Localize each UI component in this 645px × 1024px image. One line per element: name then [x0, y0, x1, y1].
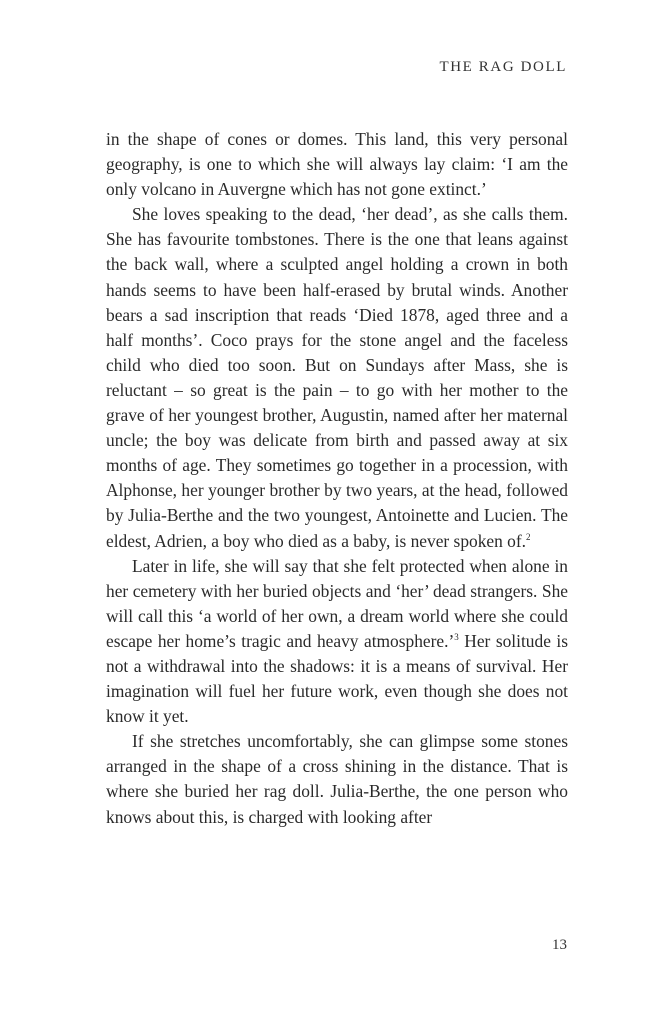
paragraph-1	[106, 127, 568, 202]
paragraph-4-text: If she stretches uncomfortably, she can glimpse some stones arranged in the shape of a cross shining in the distance. That is where she buried her rag doll. Julia-Berthe, the one person who knows about this, is charged with looking after	[106, 731, 568, 827]
body-text	[106, 127, 568, 830]
paragraph-3-text: Later in life, she will say that she felt protected when alone in her cemetery with her buried objects and ‘her’ dead strangers. She will call this ‘a world of her own, a dream world where she could escape her home’s tragic and heavy atmosphere.’	[106, 555, 568, 651]
paragraph-2	[106, 202, 568, 553]
footnote-marker: 3	[454, 632, 459, 643]
paragraph-2-text: She loves speaking to the dead, ‘her dead’, as she calls them. She has favourite tombstones. There is the one that leans against the back wall, where a sculpted angel holding a crown in both hands seems to have been half-erased by brutal winds. Another bears a sad inscription that reads ‘Died 1878, aged three and a half months’. Coco prays for the stone angel and the faceless child who died too soon. But on Sundays after Mass, she is reluctant – so great is the pain – to go with her mother to the grave of her youngest brother, Augustin, named after her maternal uncle; the boy was delicate from birth and passed away at six months of age. They sometimes go together in a procession, with Alphonse, her younger brother by two years, at the head, followed by Julia-Berthe and the two youngest, Antoinette and Lucien. The eldest, Adrien, a boy who died as a baby, is never spoken of.	[106, 204, 568, 551]
paragraph-3-text-continued: Her solitude is not a withdrawal into the shadows: it is a means of survival. Her imagination will fuel her future work, even though she does not know it yet.	[106, 630, 569, 727]
paragraph-3	[106, 554, 568, 730]
paragraph-4	[106, 729, 568, 829]
running-head: THE RAG DOLL	[439, 59, 567, 75]
page-number: 13	[552, 937, 567, 953]
footnote-marker: 2	[526, 531, 531, 542]
paragraph-1-text: in the shape of cones or domes. This land, this very personal geography, is one to which she will always lay claim: ‘I am the only volcano in Auvergne which has not gone extinct.’	[106, 129, 568, 200]
